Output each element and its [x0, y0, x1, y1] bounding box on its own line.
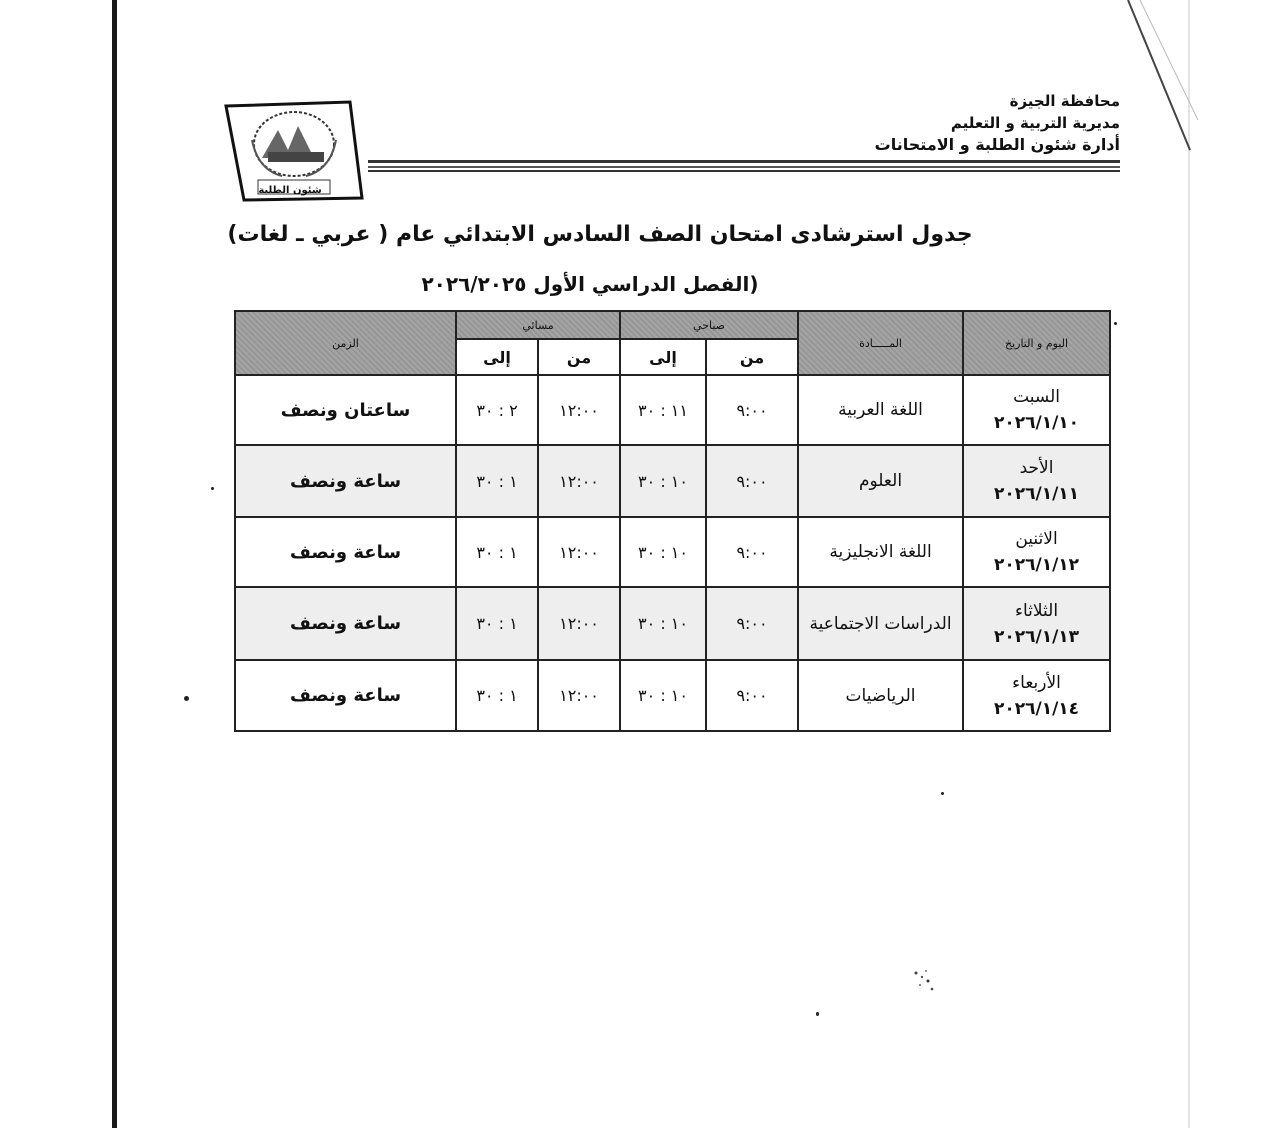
duration-cell: ساعة ونصف	[235, 660, 456, 731]
header-divider	[368, 160, 1120, 174]
duration-cell: ساعة ونصف	[235, 445, 456, 517]
from-1-cell: ٩:٠٠	[706, 517, 798, 587]
to-2-cell: ١ : ٣٠	[456, 445, 538, 517]
header-from-2: من	[538, 339, 620, 375]
logo-caption: شئون الطلبة	[258, 185, 322, 196]
to-1-cell: ١٠ : ٣٠	[620, 587, 706, 660]
to-2-cell: ٢ : ٣٠	[456, 375, 538, 445]
to-2-cell: ١ : ٣٠	[456, 587, 538, 660]
table-row	[235, 587, 1110, 660]
subject-cell: الدراسات الاجتماعية	[798, 587, 963, 660]
from-1-cell: ٩:٠٠	[706, 375, 798, 445]
header-day-date: اليوم و التاريخ	[963, 311, 1110, 375]
scan-dot	[1114, 322, 1117, 325]
day-date-cell	[963, 660, 1110, 731]
page-title: جدول استرشادى امتحان الصف السادس الابتدائي عام ( عربي ـ لغات)	[227, 222, 973, 247]
document-header	[760, 90, 1120, 156]
day-name: السبت	[1013, 387, 1060, 407]
subject-cell: العلوم	[798, 445, 963, 517]
to-1-cell: ١٠ : ٣٠	[620, 660, 706, 731]
scan-dot	[816, 1012, 819, 1016]
governorate-name: محافظة الجيزة	[1009, 92, 1120, 110]
duration-cell: ساعتان ونصف	[235, 375, 456, 445]
to-1-cell: ١١ : ٣٠	[620, 375, 706, 445]
header-subject: المـــــادة	[798, 311, 963, 375]
to-1-cell: ١٠ : ٣٠	[620, 517, 706, 587]
exam-date: ٢٠٢٦/١/١٢	[994, 555, 1080, 575]
from-1-cell: ٩:٠٠	[706, 660, 798, 731]
from-2-cell: ١٢:٠٠	[538, 587, 620, 660]
exam-date: ٢٠٢٦/١/١١	[994, 484, 1080, 504]
table-row	[235, 660, 1110, 731]
day-date-cell	[963, 445, 1110, 517]
to-2-cell: ١ : ٣٠	[456, 517, 538, 587]
day-date-cell	[963, 375, 1110, 445]
header-session-1: صباحي	[620, 311, 798, 339]
from-1-cell: ٩:٠٠	[706, 587, 798, 660]
scan-edge	[112, 0, 117, 1128]
page-corner-fold	[1120, 0, 1200, 160]
header-session-2: مسائي	[456, 311, 620, 339]
from-2-cell: ١٢:٠٠	[538, 375, 620, 445]
subject-cell: اللغة العربية	[798, 375, 963, 445]
day-name: الاثنين	[1015, 529, 1058, 549]
from-2-cell: ١٢:٠٠	[538, 660, 620, 731]
day-date-cell	[963, 587, 1110, 660]
duration-cell: ساعة ونصف	[235, 517, 456, 587]
to-1-cell: ١٠ : ٣٠	[620, 445, 706, 517]
table-row	[235, 445, 1110, 517]
to-2-cell: ١ : ٣٠	[456, 660, 538, 731]
department-name: أدارة شئون الطلبة و الامتحانات	[874, 135, 1120, 154]
day-name: الأربعاء	[1012, 672, 1061, 693]
day-name: الأحد	[1019, 458, 1054, 478]
scan-dot	[211, 487, 214, 490]
page-subtitle: (الفصل الدراسي الأول ٢٠٢٦/٢٠٢٥	[421, 272, 759, 296]
page-edge	[1188, 0, 1190, 1128]
header-duration: الزمن	[235, 311, 456, 375]
subject-cell: اللغة الانجليزية	[798, 517, 963, 587]
directorate-name: مديرية التربية و التعليم	[950, 114, 1120, 132]
table-row	[235, 517, 1110, 587]
table-row	[235, 375, 1110, 445]
header-to-1: إلى	[620, 339, 706, 375]
day-name: الثلاثاء	[1014, 600, 1059, 621]
scan-dot	[184, 696, 189, 701]
from-1-cell: ٩:٠٠	[706, 445, 798, 517]
exam-date: ٢٠٢٦/١/١٠	[994, 413, 1080, 433]
day-date-cell	[963, 517, 1110, 587]
subject-cell: الرياضيات	[798, 660, 963, 731]
scan-speckle	[908, 965, 938, 995]
exam-date: ٢٠٢٦/١/١٣	[994, 626, 1080, 647]
header-to-2: إلى	[456, 339, 538, 375]
scan-dot	[941, 792, 944, 795]
header-from-1: من	[706, 339, 798, 375]
exam-date: ٢٠٢٦/١/١٤	[994, 698, 1080, 719]
duration-cell: ساعة ونصف	[235, 587, 456, 660]
exam-schedule-table	[234, 310, 1111, 732]
from-2-cell: ١٢:٠٠	[538, 445, 620, 517]
from-2-cell: ١٢:٠٠	[538, 517, 620, 587]
